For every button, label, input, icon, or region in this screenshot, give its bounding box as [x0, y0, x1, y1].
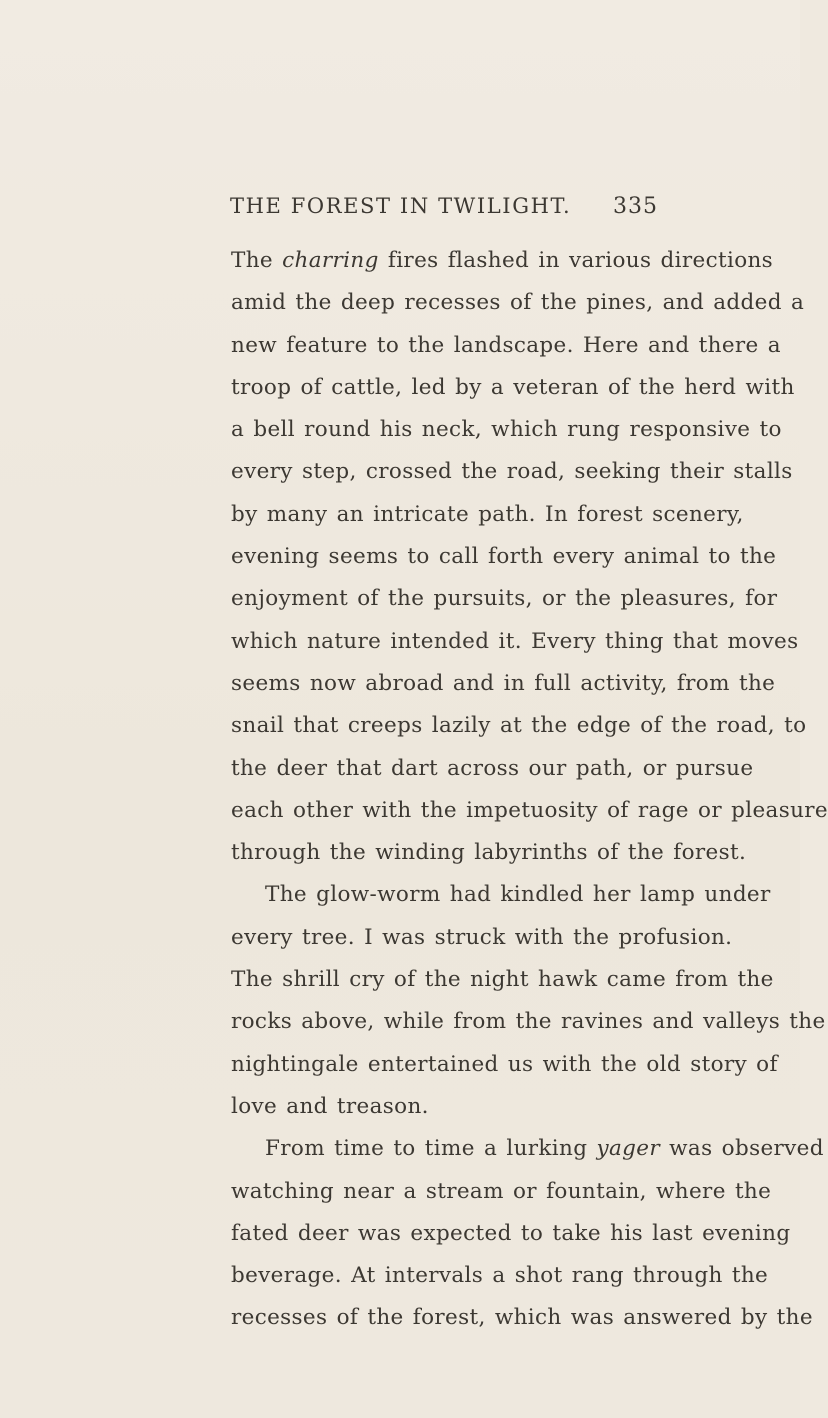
text-line: each other with the impetuosity of rage or pleasure [231, 797, 828, 823]
text-line: seems now abroad and in full activity, from the [231, 670, 776, 696]
text-line: every tree. I was struck with the profusion. [231, 924, 733, 950]
text-line: which nature intended it. Every thing that moves [231, 628, 799, 654]
text-line: beverage. At intervals a shot rang through the [231, 1263, 769, 1289]
paragraph-start-line: From time to time a lurking yager was observed [265, 1136, 824, 1162]
text-line: amid the deep recesses of the pines, and added a [231, 290, 805, 316]
text-line: rocks above, while from the ravines and valleys the [231, 1009, 826, 1035]
text-line: the deer that dart across our path, or pursue [231, 755, 754, 781]
running-head [230, 190, 658, 226]
text-line: nightingale entertained us with the old story of [231, 1051, 778, 1077]
text-line: The shrill cry of the night hawk came from the [231, 967, 774, 993]
text-line: watching near a stream or fountain, where the [231, 1178, 772, 1204]
body-text [231, 240, 828, 1340]
text-line: recesses of the forest, which was answered by the [231, 1305, 813, 1331]
text-line: snail that creeps lazily at the edge of the road, to [231, 713, 807, 739]
running-title: THE FOREST IN TWILIGHT. [230, 194, 572, 218]
paragraph-start-line: The glow-worm had kindled her lamp under [265, 882, 771, 908]
text-line: every step, crossed the road, seeking their stalls [231, 459, 793, 485]
text-line: by many an intricate path. In forest scenery, [231, 501, 744, 527]
page-number: 335 [613, 194, 658, 219]
text-line: The charring fires flashed in various directions [231, 248, 774, 273]
paragraph-end-line: love and treason. [231, 1093, 429, 1119]
text-line: enjoyment of the pursuits, or the pleasures, for [231, 586, 778, 612]
text-line: new feature to the landscape. Here and there a [231, 332, 781, 358]
paragraph-end-line: through the winding labyrinths of the forest. [231, 840, 747, 866]
text-line: evening seems to call forth every animal to the [231, 544, 777, 570]
text-line: troop of cattle, led by a veteran of the herd with [231, 374, 795, 400]
text-line: a bell round his neck, which rung responsive to [231, 417, 782, 443]
text-line: fated deer was expected to take his last evening [231, 1220, 791, 1246]
